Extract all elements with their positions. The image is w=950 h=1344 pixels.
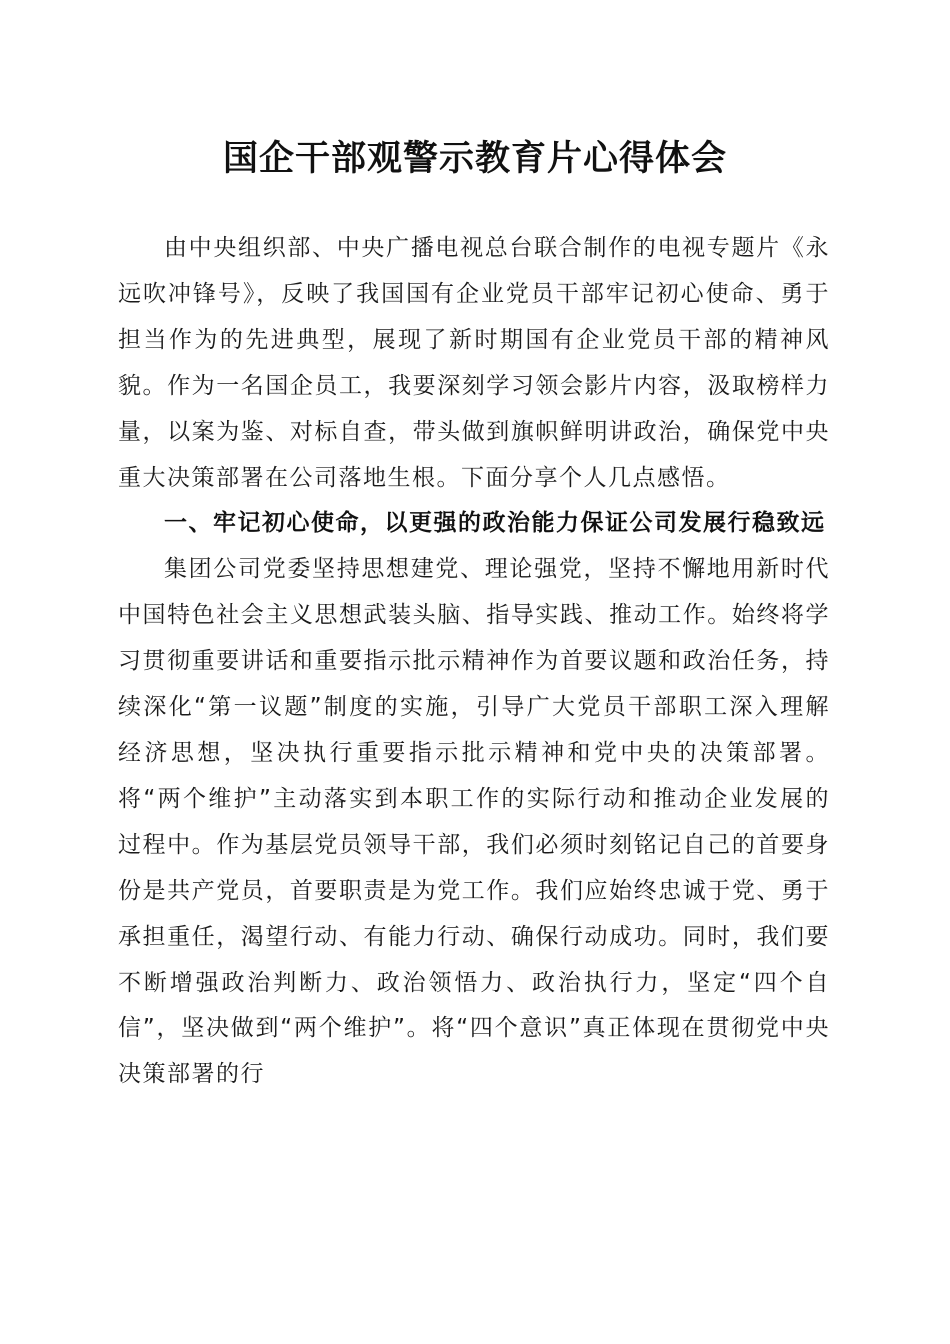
intro-paragraph: 由中央组织部、中央广播电视总台联合制作的电视专题片《永远吹冲锋号》，反映了我国国有企业党员干部牢记初心使命、勇于担当作为的先进典型，展现了新时期国有企业党员干部的精神风貌。作为一名国企员工，我要深刻学习领会影片内容，汲取榜样力量，以案为鉴、对标自查，带头做到旗帜鲜明讲政治，确保党中央重大决策部署在公司落地生根。下面分享个人几点感悟。 — [118, 235, 830, 491]
document-body — [118, 226, 830, 1098]
section-paragraph-1: 集团公司党委坚持思想建党、理论强党，坚持不懈地用新时代中国特色社会主义思想武装头脑、指导实践、推动工作。始终将学习贯彻重要讲话和重要指示批示精神作为首要议题和政治任务，持续深化“第一议题”制度的实施，引导广大党员干部职工深入理解经济思想，坚决执行重要指示批示精神和党中央的决策部署。将“两个维护”主动落实到本职工作的实际行动和推动企业发展的过程中。作为基层党员领导干部，我们必须时刻铭记自己的首要身份是共产党员，首要职责是为党工作。我们应始终忠诚于党、勇于承担重任，渴望行动、有能力行动、确保行动成功。同时，我们要不断增强政治判断力、政治领悟力、政治执行力，坚定“四个自信”，坚决做到“两个维护”。将“四个意识”真正体现在贯彻党中央决策部署的行 — [118, 556, 830, 1088]
document-title: 国企干部观警示教育片心得体会 — [222, 138, 727, 179]
section-heading-1: 一、牢记初心使命，以更强的政治能力保证公司发展行稳致远 — [164, 510, 826, 537]
